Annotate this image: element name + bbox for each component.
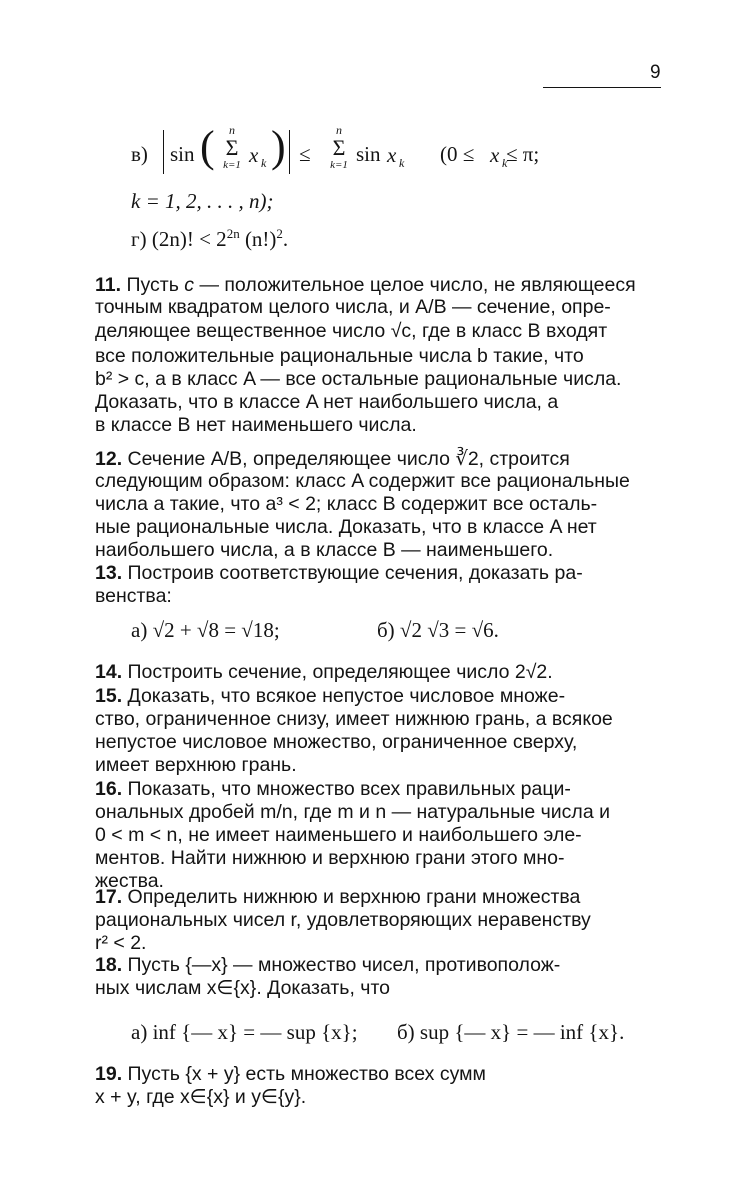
- sin-func-rhs: sin: [356, 142, 381, 166]
- sum-upper-limit: n: [229, 123, 235, 137]
- text-line: ные рациональные числа. Доказать, что в классе A нет: [95, 516, 597, 538]
- text-line: числа a такие, что a³ < 2; класс B содержит все осталь-: [95, 493, 598, 515]
- formula-13b: б) √2 √3 = √6.: [377, 618, 499, 642]
- text-line: 13. Построив соответствующие сечения, доказать ра-: [95, 562, 583, 584]
- text-line: 16. Показать, что множество всех правильных раци-: [95, 778, 571, 800]
- text-line: 15. Доказать, что всякое непустое числовое множе-: [95, 685, 566, 707]
- line-text: 11. Пусть c — положительное целое число, не являющееся: [95, 274, 636, 296]
- formula-g-end: .: [282, 227, 289, 251]
- text-line: 19. Пусть {x + y} есть множество всех сумм: [95, 1063, 486, 1085]
- formula-13a: а) √2 + √8 = √18;: [131, 618, 280, 642]
- sigma-glyph: Σ: [225, 135, 239, 160]
- sub-k-rhs: k: [399, 156, 405, 170]
- text-line: Доказать, что в классе A нет наибольшего числа, а: [95, 391, 559, 413]
- sub-k: k: [261, 156, 267, 170]
- text-line: ных числам x∈{x}. Доказать, что: [95, 977, 391, 999]
- text-line: ментов. Найти нижнюю и верхнюю грани этого мно-: [95, 847, 565, 869]
- text-line: [95, 274, 661, 297]
- formula-g-exp2: 2: [276, 226, 283, 241]
- text-line: деляющее вещественное число √c, где в класс B входят: [95, 320, 608, 342]
- formula-g-main: г) (2n)! < 2: [131, 227, 227, 251]
- text-line: все положительные рациональные числа b такие, что: [95, 345, 584, 367]
- text-line: наибольшего числа, а в классе B — наименьшего.: [95, 539, 554, 561]
- text-line: 0 < m < n, не имеет наименьшего и наибольшего эле-: [95, 824, 582, 846]
- sum-upper-limit: n: [336, 123, 342, 137]
- page-number: 9: [650, 62, 661, 83]
- page-number-rule: [543, 87, 661, 88]
- text-line: 18. Пусть {—x} — множество чисел, противополож-: [95, 954, 561, 976]
- text-line: непустое числовое множество, ограниченное сверху,: [95, 731, 578, 753]
- formula-18b: б) sup {— x} = — inf {x}.: [397, 1020, 625, 1044]
- text-line: b² > c, а в класс A — все остальные рациональные числа.: [95, 368, 622, 390]
- text-line: 17. Определить нижнюю и верхнюю грани множества: [95, 886, 581, 908]
- text-line: имеет верхнюю грань.: [95, 754, 297, 776]
- var-x: x: [249, 143, 259, 167]
- sigma-glyph: Σ: [332, 135, 346, 160]
- text-line: венства:: [95, 585, 172, 607]
- text-line: точным квадратом целого числа, и A/B — сечение, опре-: [95, 296, 611, 318]
- text-line: ональных дробей m/n, где m и n — натуральные числа и: [95, 801, 610, 823]
- formula-g-rest: (n!): [239, 227, 277, 251]
- formula-g: [131, 226, 288, 252]
- text-line: 12. Сечение A/B, определяющее число ∛2, строится: [95, 448, 570, 470]
- le-sign: ≤: [299, 142, 311, 166]
- cond-x: x: [490, 143, 500, 167]
- condition-close: ≤ π;: [506, 142, 540, 166]
- text-line: жества.: [95, 870, 164, 892]
- sin-func: sin: [170, 142, 195, 166]
- text-line: r² < 2.: [95, 932, 147, 954]
- abs-bar-right: [289, 130, 290, 174]
- sum-lower-limit: k=1: [330, 159, 348, 171]
- condition-open: (0 ≤: [440, 142, 475, 166]
- paren-left: (: [200, 122, 215, 171]
- text-line: x + y, где x∈{x} и y∈{y}.: [95, 1086, 307, 1108]
- text-line: следующим образом: класс A содержит все рациональные: [95, 470, 630, 492]
- text-line: ство, ограниченное снизу, имеет нижнюю грань, а всякое: [95, 708, 613, 730]
- paren-right: ): [271, 122, 286, 171]
- formula-v-continuation: k = 1, 2, . . . , n);: [131, 189, 274, 213]
- text-line: рациональных чисел r, удовлетворяющих неравенству: [95, 909, 591, 931]
- text-line: 14. Построить сечение, определяющее число 2√2.: [95, 661, 553, 683]
- formula-v-label: в): [131, 142, 148, 166]
- formula-g-exp: 2n: [226, 226, 240, 241]
- formula-18a: а) inf {— x} = — sup {x};: [131, 1020, 358, 1044]
- var-x-rhs: x: [387, 143, 397, 167]
- sum-lower-limit: k=1: [223, 159, 241, 171]
- cond-k: k: [502, 156, 508, 170]
- text-line: в классе B нет наименьшего числа.: [95, 414, 417, 436]
- abs-bar-left: [163, 130, 164, 174]
